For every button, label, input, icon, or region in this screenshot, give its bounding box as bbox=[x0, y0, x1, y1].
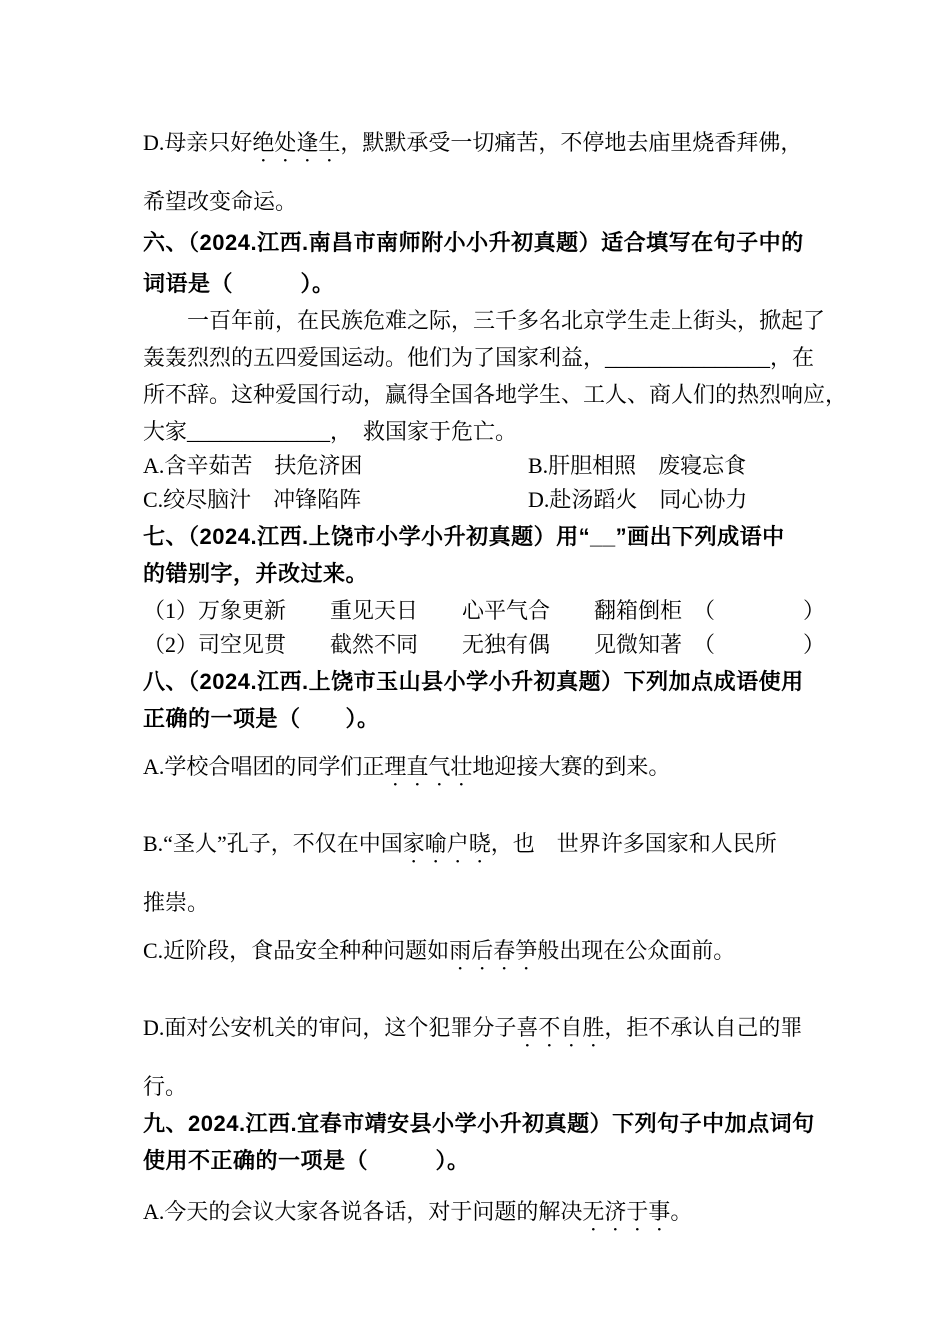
q8-option-b-line1-text: ，也 世界许多国家和人民所 bbox=[490, 831, 777, 856]
q6-options-row2-text: D.赴汤蹈火 同心协力 bbox=[528, 487, 748, 512]
q6-options-row1-text: A.含辛茹苦 扶危济困 bbox=[143, 453, 363, 478]
q8-option-b-line1 bbox=[143, 831, 822, 868]
q5-option-d-line1-text: ，默默承受一切痛苦，不停地去庙里烧香拜佛， bbox=[340, 130, 803, 155]
q6-header-line1 bbox=[143, 230, 822, 256]
q6-options-row1-col2 bbox=[528, 453, 746, 479]
q6-options-row2-col2 bbox=[528, 487, 747, 513]
q7-header-line2 bbox=[143, 561, 822, 587]
q7-item2 bbox=[143, 632, 826, 658]
q6-passage-line3 bbox=[143, 382, 848, 408]
q5-option-d-line1 bbox=[143, 130, 822, 167]
document-text bbox=[143, 130, 848, 1236]
emphasized-idiom: 家喻户晓 bbox=[402, 831, 491, 856]
q6-header-line2-text: 词语是（ ）。 bbox=[143, 271, 335, 296]
q6-options-row2-col1 bbox=[143, 487, 528, 513]
q6-passage-line3-text: 所不辞。这种爱国行动，赢得全国各地学生、工人、商人们的热烈响应， bbox=[143, 382, 848, 407]
q7-item2-text: （2）司空见贯 截然不同 无独有偶 见微知著 （ ） bbox=[143, 632, 826, 657]
q5-option-d-line2 bbox=[143, 189, 822, 215]
q8-option-c-text: C.近阶段，食品安全种种问题如 bbox=[143, 938, 450, 963]
q8-option-c-text: 般出现在公众面前。 bbox=[537, 938, 736, 963]
emphasized-idiom: 绝处逢生 bbox=[252, 130, 341, 155]
q8-option-a bbox=[143, 754, 822, 791]
q6-passage-line4-text: 大家_____________， 救国家于危亡。 bbox=[143, 419, 518, 444]
q6-options-row2 bbox=[143, 487, 822, 513]
q6-options-row1 bbox=[143, 453, 822, 479]
q7-item1 bbox=[143, 598, 826, 624]
q8-header-line2-text: 正确的一项是（ ）。 bbox=[143, 706, 380, 731]
q6-passage-line2 bbox=[143, 345, 822, 371]
q9-header-line2 bbox=[143, 1148, 822, 1174]
q6-header-line2 bbox=[143, 271, 822, 297]
q8-option-d-line2 bbox=[143, 1074, 822, 1100]
q8-header-line1-text: 八、（2024.江西.上饶市玉山县小学小升初真题）下列加点成语使用 bbox=[143, 669, 804, 694]
q6-passage-line2-text: 轰轰烈烈的五四爱国运动。他们为了国家利益，_______________，在 bbox=[143, 345, 815, 370]
q9-header-line2-text: 使用不正确的一项是（ ）。 bbox=[143, 1148, 470, 1173]
q5-option-d-line2-text: 希望改变命运。 bbox=[143, 189, 298, 214]
q8-option-d-line1-text: D.面对公安机关的审问，这个犯罪分子 bbox=[143, 1015, 517, 1040]
q7-header-line1-text: 七、（2024.江西.上饶市小学小升初真题）用“__”画出下列成语中 bbox=[143, 524, 785, 549]
q6-passage-line4 bbox=[143, 419, 822, 445]
q5-option-d-line1-text: D.母亲只好 bbox=[143, 130, 253, 155]
q7-header-line2-text: 的错别字，并改过来。 bbox=[143, 561, 369, 586]
q6-passage-line1 bbox=[143, 308, 826, 334]
q8-option-b-line2-text: 推崇。 bbox=[143, 890, 210, 915]
q9-option-a bbox=[143, 1199, 822, 1236]
emphasized-idiom: 无济于事 bbox=[582, 1199, 671, 1224]
q8-header-line2 bbox=[143, 706, 822, 732]
q6-passage-line1-text: 一百年前，在民族危难之际，三千多名北京学生走上街头，掀起了 bbox=[143, 308, 826, 333]
q8-option-b-line2 bbox=[143, 890, 822, 916]
q9-header-line1 bbox=[143, 1111, 822, 1137]
q7-item1-text: （1）万象更新 重见天日 心平气合 翻箱倒柜 （ ） bbox=[143, 598, 826, 623]
q8-option-d-line1 bbox=[143, 1015, 822, 1052]
emphasized-idiom: 喜不自胜 bbox=[516, 1015, 605, 1040]
q6-options-row1-text: B.肝胆相照 废寝忘食 bbox=[528, 453, 747, 478]
q8-option-b-line1-text: B.“圣人”孔子，不仅在中国 bbox=[143, 831, 403, 856]
q8-option-c bbox=[143, 938, 822, 975]
emphasized-idiom: 理直气壮 bbox=[384, 754, 473, 779]
q8-option-a-text: A.学校合唱团的同学们正 bbox=[143, 754, 385, 779]
q9-option-a-text: A.今天的会议大家各说各话，对于问题的解决 bbox=[143, 1199, 583, 1224]
emphasized-idiom: 雨后春笋 bbox=[449, 938, 538, 963]
q6-header-line1-text: 六、（2024.江西.南昌市南师附小小升初真题）适合填写在句子中的 bbox=[143, 230, 804, 255]
q6-options-row1-col1 bbox=[143, 453, 528, 479]
q7-header-line1 bbox=[143, 524, 822, 550]
q9-option-a-text: 。 bbox=[670, 1199, 693, 1224]
q8-option-d-line1-text: ，拒不承认自己的罪 bbox=[604, 1015, 803, 1040]
q6-options-row2-text: C.绞尽脑汁 冲锋陷阵 bbox=[143, 487, 362, 512]
q9-header-line1-text: 九、2024.江西.宜春市靖安县小学小升初真题）下列句子中加点词句 bbox=[143, 1111, 815, 1136]
q8-header-line1 bbox=[143, 669, 822, 695]
q8-option-d-line2-text: 行。 bbox=[143, 1074, 188, 1099]
q8-option-a-text: 地迎接大赛的到来。 bbox=[472, 754, 671, 779]
